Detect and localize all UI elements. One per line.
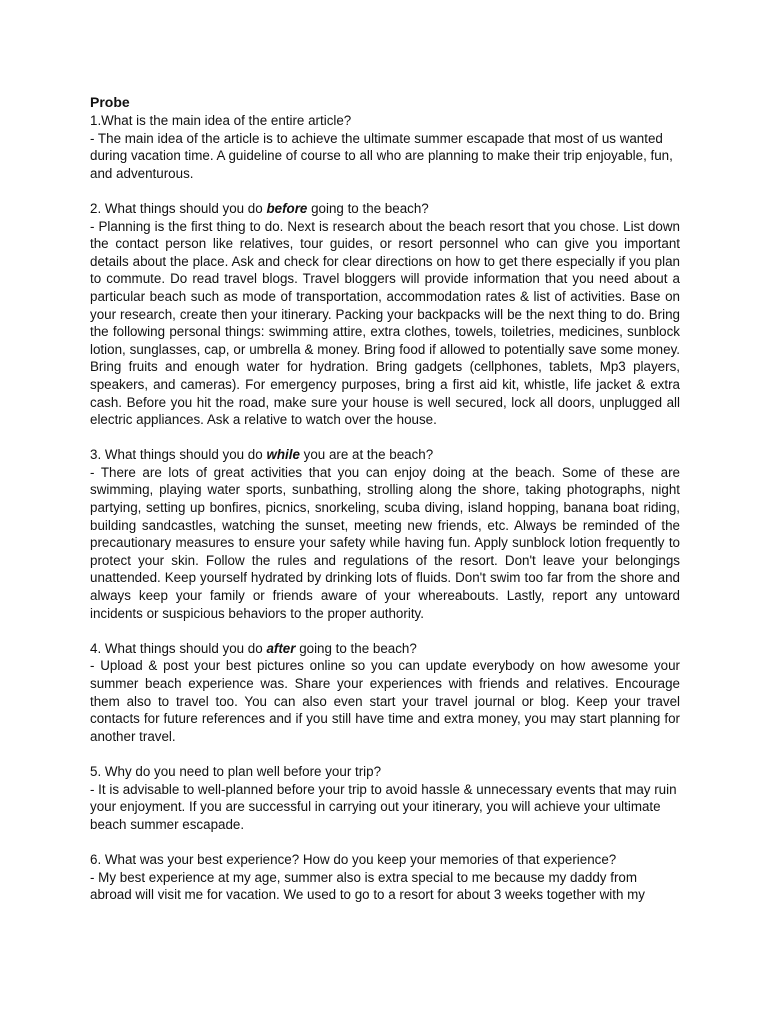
document-page [90,92,680,921]
question-text-end: going to the beach? [307,200,429,216]
answer-6: - My best experience at my age, summer also is extra special to me because my daddy from abroad will visit me for vacation. We used to go to a resort for about 3 weeks together with my [90,869,645,903]
question-5 [90,763,680,781]
question-6 [90,851,680,869]
question-emphasis: before [266,200,308,216]
question-number: 3. [90,447,102,463]
question-3 [90,446,680,464]
question-text: What things should you do [101,447,267,463]
question-4 [90,640,680,658]
question-number: 2. [90,200,102,216]
question-text: What things should you do [101,640,267,656]
document-title: Probe [90,94,130,110]
question-2 [90,200,680,218]
question-number: 1. [90,113,102,128]
question-number: 4. [90,640,102,656]
question-number: 5. [90,763,102,779]
question-number: 6. [90,851,102,867]
question-text: Why do you need to plan well before your trip? [101,763,382,779]
answer-1: - The main idea of the article is to achieve the ultimate summer escapade that most of us wanted during vacation time. A guideline of course to all who are planning to make their trip enjoyable, fun, and adventurous. [90,130,673,181]
answer-2: - Planning is the first thing to do. Next is research about the beach resort that you chose. List down the contact person like relatives, tour guides, or resort personnel who can give you important details about the place. Ask and check for clear directions on how to get there especially if you plan to commute. Do read travel blogs. Travel bloggers will provide information that you need about a particular beach such as mode of transportation, accommodation rates & list of activities. Base on your research, create then your itinerary. Packing your backpacks will be the next thing to do. Bring the following personal things: swimming attire, extra clothes, towels, toiletries, medicines, sunblock lotion, sunglasses, cap, or umbrella & money. Bring food if allowed to potentially save some money. Bring fruits and enough water for hydration. Bring gadgets (cellphones, tablets, Mp3 players, speakers, and cameras). For emergency purposes, bring a first aid kit, whistle, life jacket & extra cash. Before you hit the road, make sure your house is well secured, lock all doors, unplugged all electric appliances. Ask a relative to watch over the house. [90,218,680,428]
question-1 [90,112,680,130]
question-text: What is the main idea of the entire article? [101,113,352,128]
answer-3: - There are lots of great activities that you can enjoy doing at the beach. Some of these are swimming, playing water sports, sunbathing, strolling along the shore, taking photographs, night partying, setting up bonfires, picnics, snorkeling, scuba diving, island hopping, banana boat riding, building sandcastles, watching the sunset, meeting new friends, etc. Always be reminded of the precautionary measures to ensure your safety while having fun. Apply sunblock lotion frequently to protect your skin. Follow the rules and regulations of the resort. Don't leave your belongings unattended. Keep yourself hydrated by drinking lots of fluids. Don't swim too far from the shore and always keep your family or friends aware of your whereabouts. Lastly, report any untoward incidents or suspicious behaviors to the proper authority. [90,464,680,621]
answer-4: - Upload & post your best pictures online so you can update everybody on how awesome your summer beach experience was. Share your experiences with friends and relatives. Encourage them also to travel too. You can also even start your travel journal or blog. Keep your travel contacts for future references and if you still have time and extra money, you may start planning for another travel. [90,658,680,744]
question-emphasis: while [266,447,300,463]
question-text-end: you are at the beach? [299,447,434,463]
question-text: What was your best experience? How do you keep your memories of that experience? [101,851,617,867]
question-text: What things should you do [101,200,267,216]
question-emphasis: after [266,640,296,656]
question-text-end: going to the beach? [295,640,417,656]
answer-5: - It is advisable to well-planned before your trip to avoid hassle & unnecessary events that may ruin your enjoyment. If you are successful in carrying out your itinerary, you will achieve your ultimate beach summer escapade. [90,781,677,832]
